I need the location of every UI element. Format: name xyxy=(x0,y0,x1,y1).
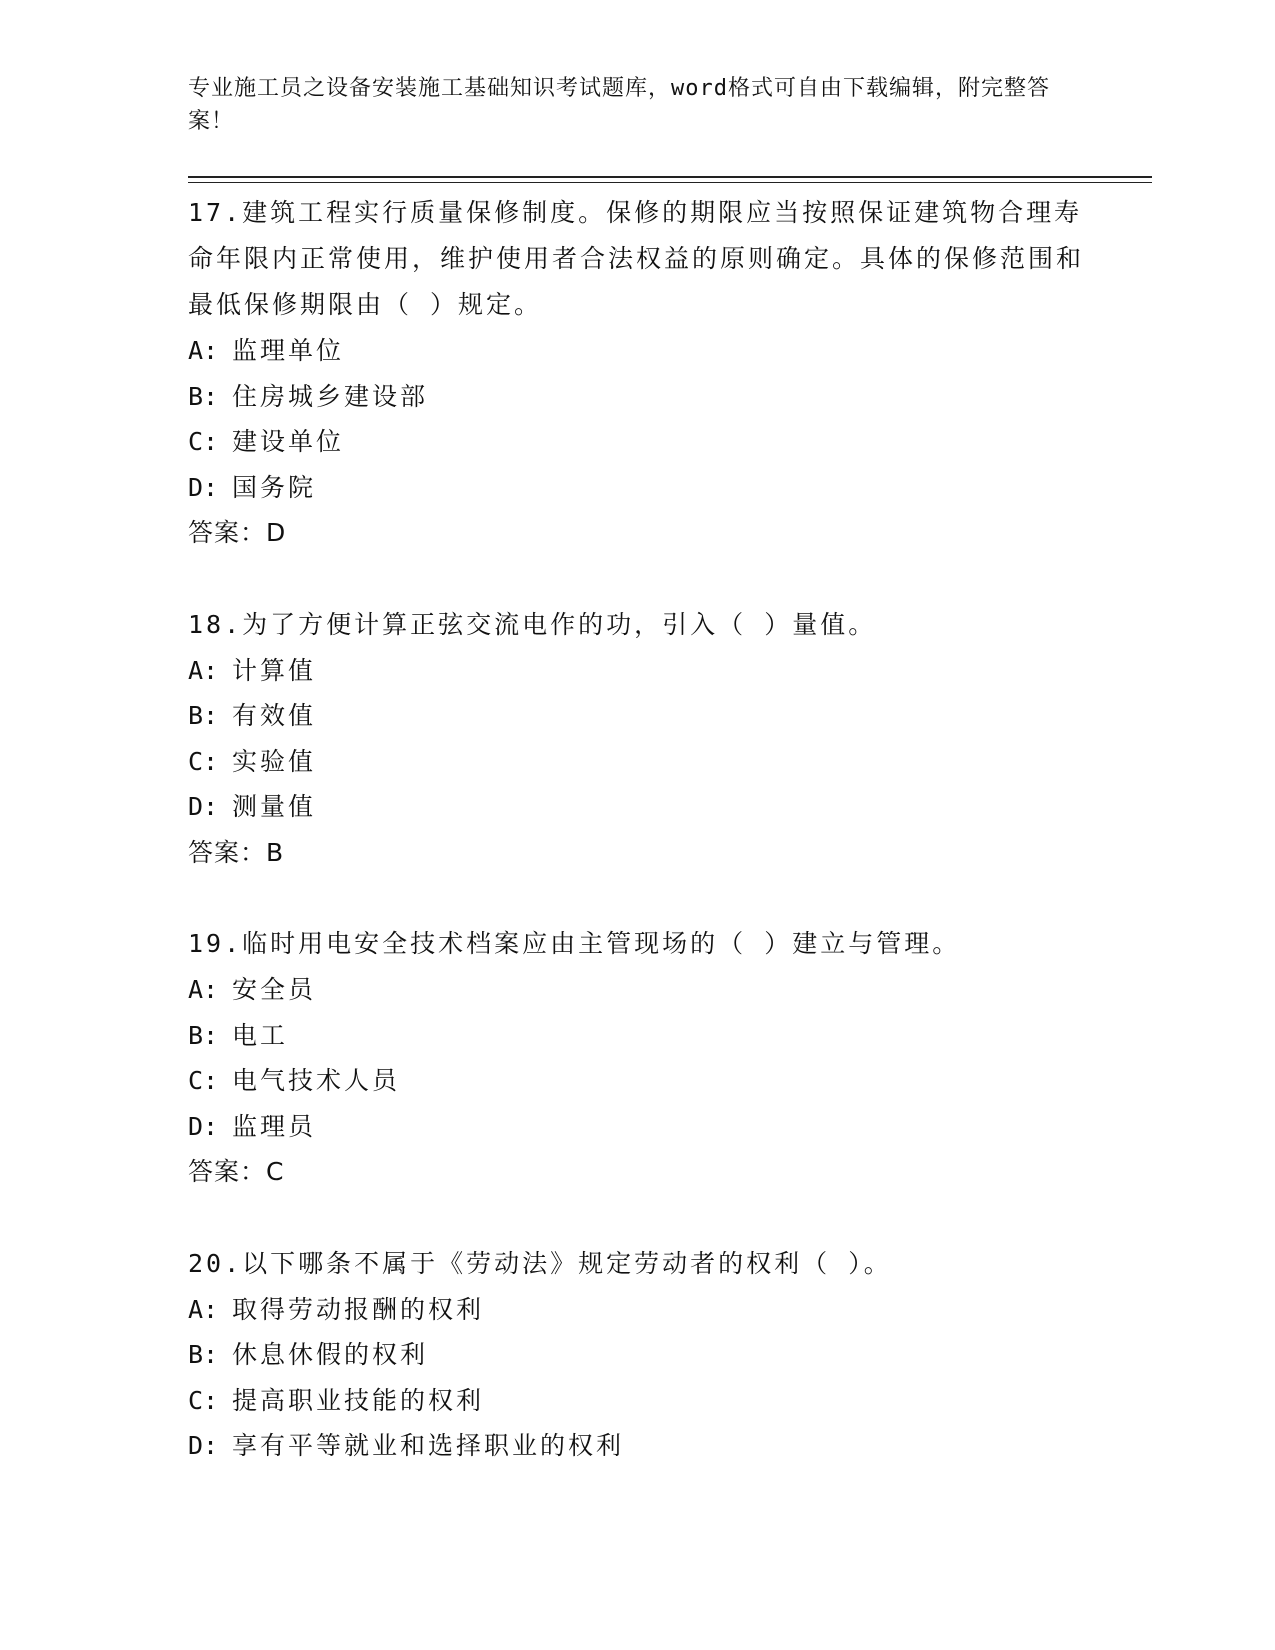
option-d xyxy=(188,465,1088,511)
option-b xyxy=(188,1332,1088,1378)
option-c xyxy=(188,1058,1088,1104)
option-text: 计算值 xyxy=(232,655,317,685)
option-key: D: xyxy=(188,472,219,502)
answer: 答案：D xyxy=(188,518,287,547)
option-a xyxy=(188,1287,1088,1333)
option-key: D: xyxy=(188,792,219,821)
option-c xyxy=(188,1378,1088,1424)
option-b xyxy=(188,374,1088,420)
option-text: 提高职业技能的权利 xyxy=(232,1385,485,1415)
question-stem: 19.临时用电安全技术档案应由主管现场的（ ）建立与管理。 xyxy=(188,929,961,958)
option-text: 电气技术人员 xyxy=(232,1066,401,1095)
option-key: C: xyxy=(188,1385,219,1415)
question-20 xyxy=(188,1241,1088,1469)
question-stem: 20.以下哪条不属于《劳动法》规定劳动者的权利（ ）。 xyxy=(188,1248,892,1278)
option-text: 监理员 xyxy=(232,1111,317,1141)
option-text: 建设单位 xyxy=(232,427,345,456)
option-key: D: xyxy=(188,1111,219,1141)
option-d xyxy=(188,1104,1088,1150)
option-key: B: xyxy=(188,701,219,730)
option-a xyxy=(188,967,1088,1013)
option-b xyxy=(188,1013,1088,1059)
option-text: 国务院 xyxy=(232,472,317,502)
option-text: 享有平等就业和选择职业的权利 xyxy=(232,1431,625,1460)
option-a xyxy=(188,328,1088,374)
question-17 xyxy=(188,190,1088,556)
question-list xyxy=(188,190,1088,1515)
option-key: C: xyxy=(188,427,219,456)
option-text: 电工 xyxy=(232,1020,289,1050)
option-c xyxy=(188,739,1088,785)
option-key: A: xyxy=(188,655,219,685)
option-key: B: xyxy=(188,1020,219,1050)
answer: 答案：B xyxy=(188,837,285,867)
option-key: B: xyxy=(188,381,219,411)
answer: 答案：C xyxy=(188,1157,285,1186)
option-a xyxy=(188,648,1088,694)
header-divider-thick xyxy=(188,176,1152,178)
option-key: B: xyxy=(188,1340,219,1369)
option-text: 测量值 xyxy=(232,792,317,821)
option-c xyxy=(188,419,1088,465)
option-key: A: xyxy=(188,336,219,365)
option-key: A: xyxy=(188,1294,219,1324)
option-key: A: xyxy=(188,975,219,1004)
document-header: 专业施工员之设备安装施工基础知识考试题库，word格式可自由下载编辑，附完整答案！ xyxy=(188,76,1050,134)
option-text: 取得劳动报酬的权利 xyxy=(232,1294,485,1324)
option-text: 监理单位 xyxy=(232,336,345,365)
option-key: C: xyxy=(188,1066,219,1095)
header-divider-thin xyxy=(188,182,1152,183)
option-text: 住房城乡建设部 xyxy=(232,381,429,411)
option-key: D: xyxy=(188,1431,219,1460)
question-stem: 18.为了方便计算正弦交流电作的功，引入（ ）量值。 xyxy=(188,609,877,639)
option-text: 有效值 xyxy=(232,701,317,730)
question-19 xyxy=(188,921,1088,1195)
question-18 xyxy=(188,602,1088,876)
option-b xyxy=(188,693,1088,739)
option-d xyxy=(188,1423,1088,1469)
option-d xyxy=(188,784,1088,830)
question-stem: 17.建筑工程实行质量保修制度。保修的期限应当按照保证建筑物合理寿命年限内正常使用，维护使用者合法权益的原则确定。具体的保修范围和最低保修期限由（ ）规定。 xyxy=(188,198,1085,319)
option-text: 休息休假的权利 xyxy=(232,1340,429,1369)
option-text: 实验值 xyxy=(232,746,317,776)
option-text: 安全员 xyxy=(232,975,317,1004)
option-key: C: xyxy=(188,746,219,776)
